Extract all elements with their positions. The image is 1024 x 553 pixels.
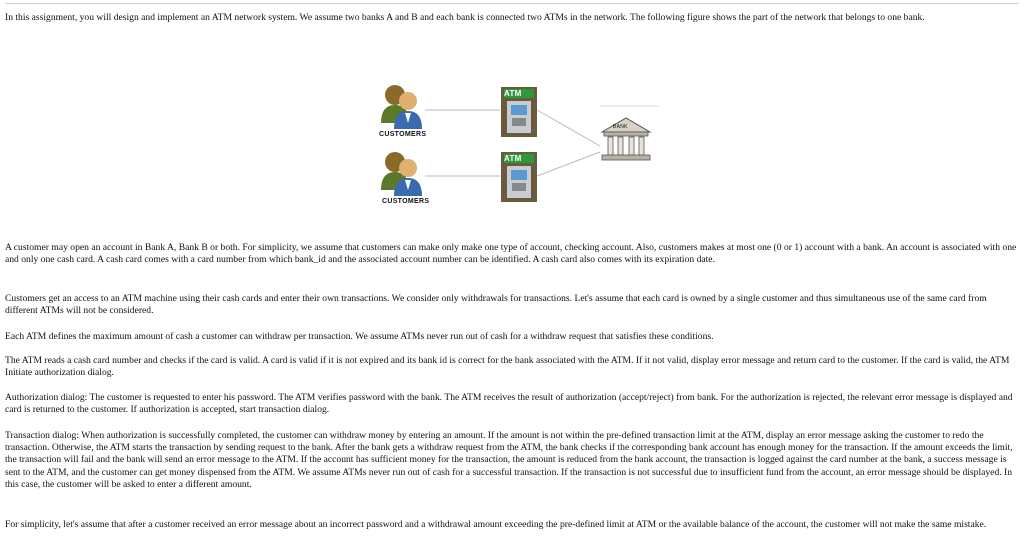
paragraph-transaction: Transaction dialog: When authorization is successfully completed, the customer can withdraw money by entering an amount. If the amount is not within the pre-defined transaction limit at the ATM, display an error message asking the customer to redo the transaction. Otherwise, the ATM starts the transaction by sending request to the bank. After the bank gets a withdraw request from the ATM, the bank checks if the corresponding bank account has enough money for the transaction. If the amount exceeds the limit, the transaction will fail and the bank will send an error message to the ATM. If the account has sufficient money for the transaction, the amount is reduced from the bank account, the transaction is logged against the card number at the bank, a success message is sent to the ATM, and the customer can get money dispensed from the ATM. We assume ATMs never run out of cash for a successful transaction. If the transaction is not successful due to insufficient fund from the account, an error message should be displayed. In this case, the customer will be asked to enter a different amount.: [5, 430, 1013, 490]
atm-network-figure: [370, 78, 670, 213]
atm-label: ATM: [504, 89, 522, 98]
customers-icon: [381, 152, 422, 196]
customers-label: CUSTOMERS: [382, 198, 430, 205]
paragraph-access: Customers get an access to an ATM machine using their cash cards and enter their own transactions. We consider only withdrawals for transactions. Let's assume that each card is owned by a single customer and thus simultaneous use of the same card from different ATMs will not be considered.: [5, 293, 987, 317]
atm-label: ATM: [504, 154, 522, 163]
paragraph-simplicity: For simplicity, let's assume that after a customer received an error message about an incorrect password and a withdrawal amount exceeding the pre-defined limit at ATM or the available balance of the account, the customer will not make the same mistake.: [5, 519, 987, 530]
top-divider: [5, 3, 1019, 4]
customers-label: CUSTOMERS: [379, 131, 427, 138]
customers-icon: [381, 85, 422, 129]
bank-label: BANK: [613, 124, 628, 130]
connector-line: [537, 152, 600, 176]
paragraph-authorization: Authorization dialog: The customer is requested to enter his password. The ATM verifies password with the bank. The ATM receives the result of authorization (accept/reject) from bank. For the authorization is rejected, the relevant error message is displayed and card is returned to the customer. If authorization is accepted, start transaction dialog.: [5, 392, 1013, 416]
paragraph-card-check: The ATM reads a cash card number and checks if the card is valid. A card is valid if it is not expired and its bank id is correct for the bank associated with the ATM. If it not valid, display error message and return card to the customer. If the card is valid, the ATM Initiate authorization dialog.: [5, 355, 1010, 379]
connector-line: [537, 110, 600, 146]
paragraph-accounts: A customer may open an account in Bank A, Bank B or both. For simplicity, we assume that customers can make only make one type of account, checking account. Also, customers makes at most one (0 or 1) account with a bank. An account is associated with one and only one cash card. A cash card comes with a card number from which bank_id and the associated account number can be identified. A cash card also comes with its expiration date.: [5, 242, 1017, 266]
intro-paragraph: In this assignment, you will design and implement an ATM network system. We assume two banks A and B and each bank is connected two ATMs in the network. The following figure shows the part of the network that belongs to one bank.: [5, 12, 925, 23]
paragraph-limits: Each ATM defines the maximum amount of cash a customer can withdraw per transaction. We assume ATMs never run out of cash for a withdraw request that satisfies these conditions.: [5, 331, 714, 342]
